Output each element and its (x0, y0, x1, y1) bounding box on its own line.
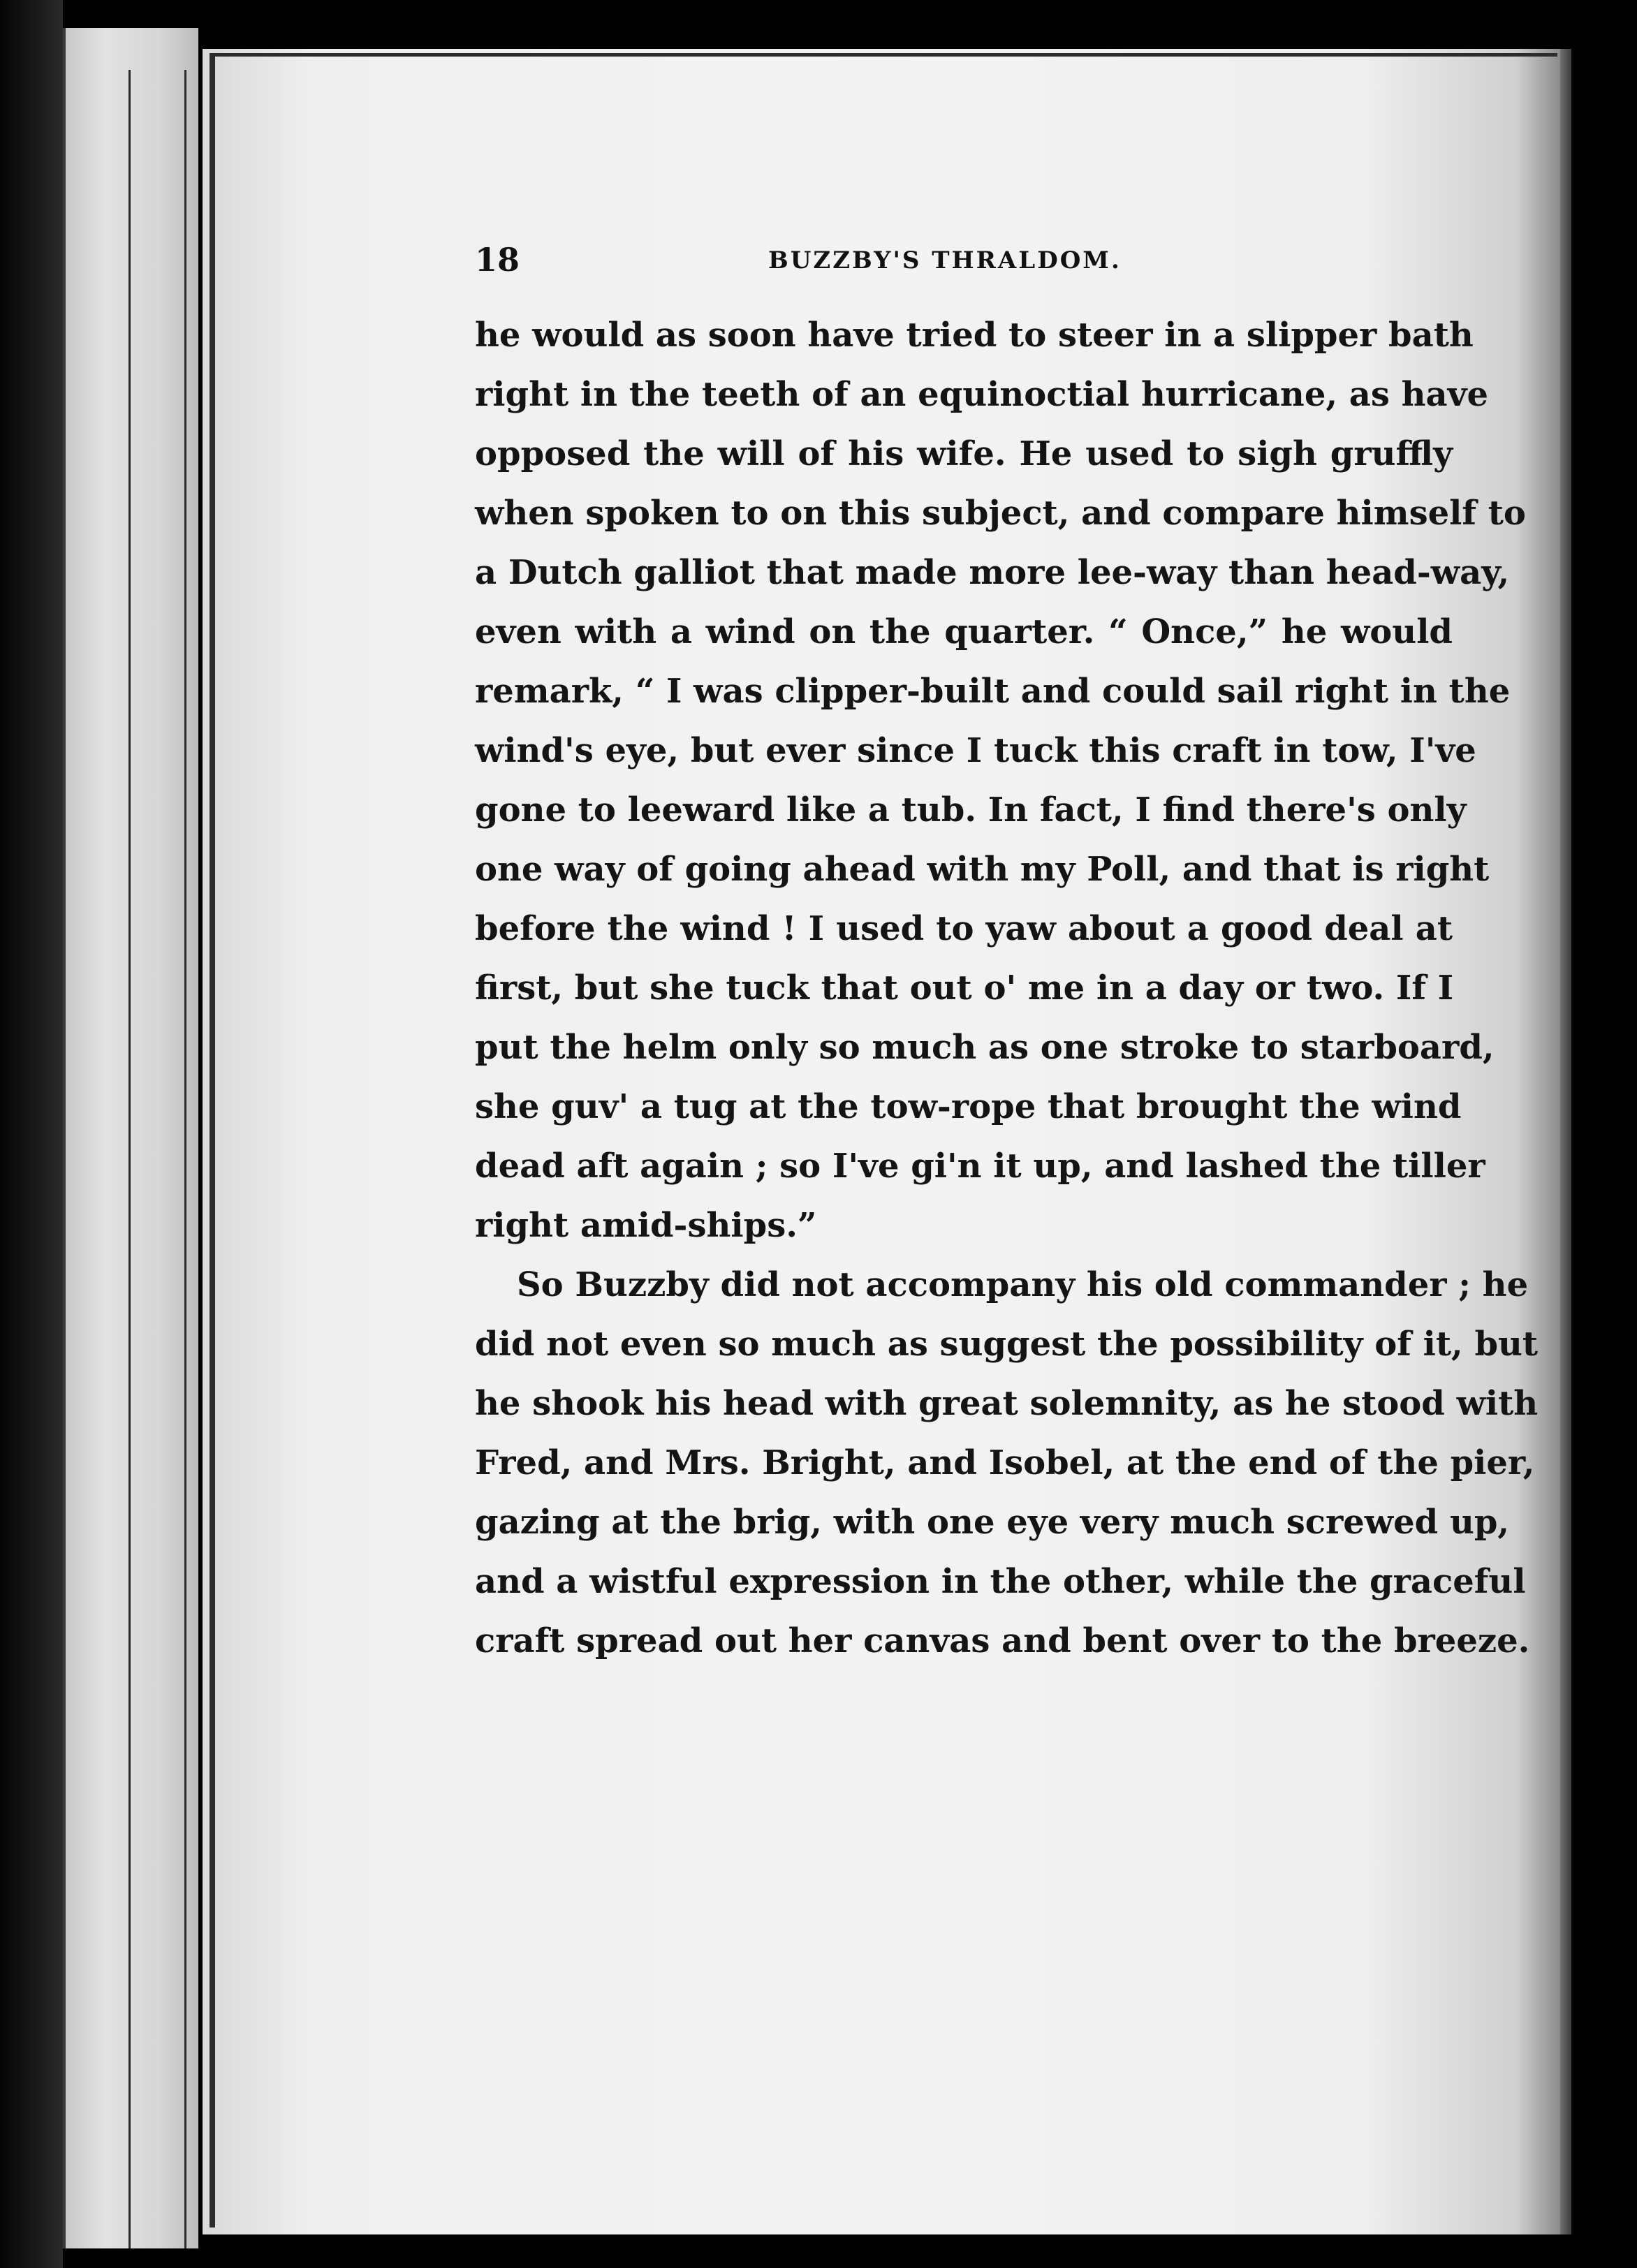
text-line: gazing at the brig, with one eye very much screwed up, (475, 1503, 1510, 1542)
text-line: remark, “ I was clipper-built and could sail right in the (475, 672, 1511, 711)
text-line: opposed the will of his wife. He used to sigh gruffly (475, 434, 1453, 473)
running-head: BUZZBY'S THRALDOM. (768, 246, 1122, 274)
book-spine (63, 28, 198, 2248)
text-line: before the wind ! I used to yaw about a good deal at (475, 909, 1453, 948)
text-line: and a wistful expression in the other, while the graceful (475, 1562, 1526, 1601)
text-line: first, but she tuck that out o' me in a day or two. If I (475, 969, 1454, 1008)
page-border-left (210, 56, 215, 2228)
page-border-top (210, 53, 1557, 57)
text-line: a Dutch galliot that made more lee-way than head-way, (475, 553, 1510, 592)
text-line: even with a wind on the quarter. “ Once,” he would (475, 612, 1453, 651)
text-line: So Buzzby did not accompany his old commander ; he (517, 1265, 1529, 1304)
text-line: wind's eye, but ever since I tuck this craft in tow, I've (475, 731, 1476, 770)
text-line: did not even so much as suggest the possibility of it, but (475, 1325, 1539, 1364)
book-edge-right (1560, 0, 1637, 2268)
text-line: Fred, and Mrs. Bright, and Isobel, at the end of the pier, (475, 1443, 1535, 1482)
spine-line (129, 70, 131, 2248)
text-line: right in the teeth of an equinoctial hurricane, as have (475, 375, 1489, 414)
paragraph (475, 306, 1526, 1256)
text-line: one way of going ahead with my Poll, and that is right (475, 850, 1490, 889)
body-text (475, 306, 1539, 1671)
paragraph (475, 1256, 1539, 1671)
page-number: 18 (475, 241, 520, 279)
book-edge-left (0, 0, 63, 2268)
text-line: when spoken to on this subject, and compare himself to (475, 494, 1526, 533)
text-line: craft spread out her canvas and bent over to the breeze. (475, 1621, 1530, 1660)
text-line: dead aft again ; so I've gi'n it up, and lashed the tiller (475, 1147, 1485, 1186)
text-line: she guv' a tug at the tow-rope that brought the wind (475, 1087, 1462, 1126)
page-header (475, 241, 1383, 283)
text-line: gone to leeward like a tub. In fact, I find there's only (475, 790, 1467, 830)
text-line: put the helm only so much as one stroke to starboard, (475, 1028, 1495, 1067)
text-line: he would as soon have tried to steer in a slipper bath (475, 316, 1474, 355)
spine-line (184, 70, 186, 2248)
text-line: he shook his head with great solemnity, as he stood with (475, 1384, 1539, 1423)
text-line: right amid-ships.” (475, 1206, 817, 1245)
